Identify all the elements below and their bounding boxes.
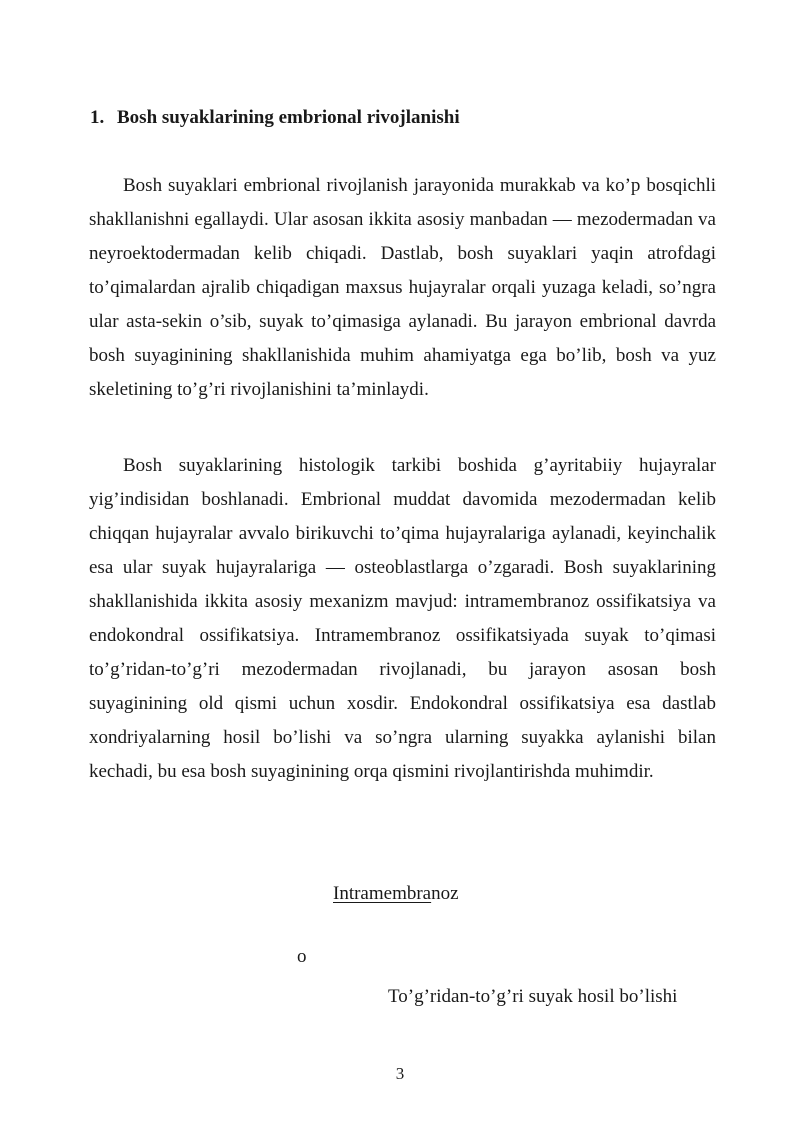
paragraph-1: Bosh suyaklari embrional rivojlanish jarayonida murakkab va ko’p bosqichli shakllanishni egallaydi. Ular asosan ikkita asosiy manbadan — mezodermadan va neyroektodermadan kelib chiqadi. Dastlab, bosh suyaklari yaqin atrofdagi to’qimalardan ajralib chiqadigan maxsus hujayralar orqali yuzaga keladi, so’ngra ular asta-sekin o’sib, suyak to’qimasiga aylanadi. Bu jarayon embrional davrda bosh suyaginining shakllanishida muhim ahamiyatga ega bo’lib, bosh va yuz skeletining to’g’ri rivojlanishini ta’minlaydi. [89, 175, 716, 400]
section-heading [90, 104, 460, 132]
page-number: 3 [395, 1064, 405, 1083]
diagram-label-intramembranoz [333, 880, 459, 908]
diagram-connector-label: o [297, 946, 307, 967]
section-title: Bosh suyaklarining embrional rivojlanishi [117, 107, 460, 128]
section-number: 1. [90, 107, 105, 128]
paragraph-2: Bosh suyaklarining histologik tarkibi boshida g’ayritabiiy hujayralar yig’indisidan boshlanadi. Embrional muddat davomida mezodermadan kelib chiqqan hujayralar avvalo birikuvchi to’qima hujayralariga aylanadi, keyinchalik esa ular suyak hujayralariga — osteoblastlarga o’zgaradi. Bosh suyaklarining shakllanishida ikkita asosiy mexanizm mavjud: intramembranoz ossifikatsiya va endokondral ossifikatsiya. Intramembranoz ossifikatsiyada suyak to’qimasi to’g’ridan-to’g’ri mezodermadan rivojlanadi, bu jarayon asosan bosh suyaginining old qismi uchun xosdir. Endokondral ossifikatsiya esa dastlab xondriyalarning hosil bo’lishi va so’ngra ularning suyakka aylanishi bilan kechadi, bu esa bosh suyaginining orqa qismini rivojlantirishda muhimdir. [89, 455, 716, 782]
diagram-label-rest-part: noz [431, 883, 459, 904]
diagram-label-underlined-part: Intramembra [333, 883, 432, 904]
diagram-label-direct-bone-formation: To’g’ridan-to’g’ri suyak hosil bo’lishi [388, 986, 678, 1007]
